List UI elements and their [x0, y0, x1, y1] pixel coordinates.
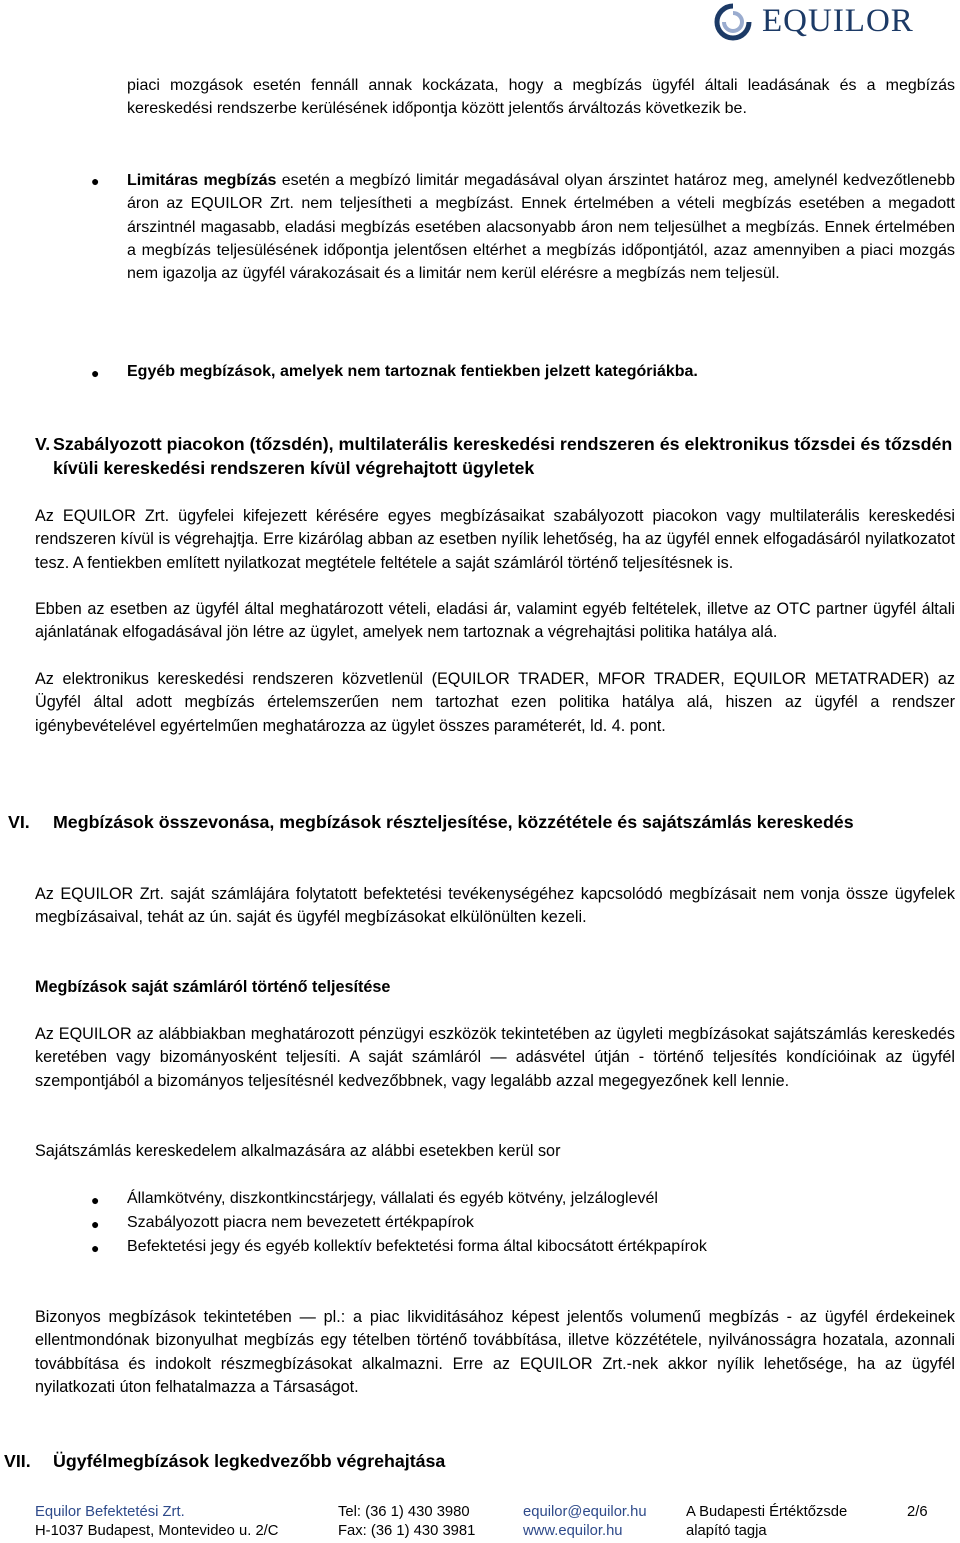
intro-paragraph: piaci mozgások esetén fennáll annak kockázata, hogy a megbízás ügyfél általi leadásának és a megbízás kereskedési rendszerbe kerülésének időpontja között jelentős árváltozás következik be.: [127, 77, 955, 118]
section-6-subheading: Megbízások saját számláról történő teljesítése: [35, 978, 391, 996]
section-5-paragraph-3: Az elektronikus kereskedési rendszeren közvetlenül (EQUILOR TRADER, MFOR TRADER, EQUILOR METATRADER) az Ügyfél által adott megbízás értelemszerűen nem tartozhat ezen politika hatálya alá, hiszen az ügyfél a rendszer igénybevételével egyértelműen meghatározza az ügylet összes paraméterét, ld. 4. pont.: [35, 670, 955, 735]
list-item: Befektetési jegy és egyéb kollektív befektetési forma által kibocsátott értékpapírok: [127, 1238, 707, 1255]
bullet-icon: ●: [91, 173, 100, 189]
section-7-title: Ügyfélmegbízások legkedvezőbb végrehajtása: [53, 1451, 446, 1471]
section-6-title: Megbízások összevonása, megbízások részteljesítése, közzététele és sajátszámlás kereskedés: [53, 812, 854, 832]
equilor-emblem-icon: [712, 2, 754, 42]
logo-text: EQUILOR: [762, 3, 914, 39]
section-6-paragraph-3: Sajátszámlás kereskedelem alkalmazására az alábbi esetekben kerül sor: [35, 1142, 561, 1160]
footer-company: Equilor Befektetési Zrt.: [35, 1504, 185, 1520]
bullet-icon: ●: [91, 365, 100, 381]
page-footer: [35, 1503, 935, 1543]
page-number: 2/6: [907, 1504, 928, 1520]
list-item: Szabályozott piacra nem bevezetett értékpapírok: [127, 1214, 474, 1231]
bullet-limit-text: esetén a megbízó limitár megadásával olyan árszintet határoz meg, amelynél kedvezőtlenebb áron az EQUILOR Zrt. nem teljesítheti a megbízást. Ennek értelmében a vételi megbízás esetében a megadott árszintnél magasabb, eladási megbízás esetében alacsonyabb áron nem teljesülhet a megbízás. Ennek értelmében a megbízás teljesülésének időpontja jelentősen eltérhet a megbízás időpontjától, azaz amennyiben a piaci mozgás nem igazolja az ügyfél várakozásait és a limitár nem kerül elérésre a megbízás nem teljesül.: [127, 172, 955, 283]
list-item: Államkötvény, diszkontkincstárjegy, vállalati és egyéb kötvény, jelzáloglevél: [127, 1190, 658, 1207]
footer-web-link[interactable]: www.equilor.hu: [523, 1523, 623, 1539]
footer-tel: Tel: (36 1) 430 3980: [338, 1504, 470, 1520]
section-6-paragraph-4: Bizonyos megbízások tekintetében — pl.: a piac likviditásához képest jelentős volumenű megbízás - az ügyfél érdekeinek ellentmondónak bizonyulhat megbízás egy tételben történő továbbítása, illetve közzététele, nyilvánosságra hozatala, azonnali továbbítása és indokolt részmegbízásokat alkalmazni. Erre az EQUILOR Zrt.-nek akkor nyílik lehetősége, ha az ügyfél nyilatkozati úton felhatalmazza a Társaságot.: [35, 1308, 955, 1397]
section-6-number: VI.: [8, 812, 30, 832]
equilor-logo: [712, 2, 960, 42]
bullet-other-orders: Egyéb megbízások, amelyek nem tartoznak fentiekben jelzett kategóriákba.: [127, 363, 698, 380]
bullet-icon: ●: [91, 1192, 100, 1208]
bullet-icon: ●: [91, 1216, 100, 1232]
section-6-paragraph-2: Az EQUILOR az alábbiakban meghatározott pénzügyi eszközök tekintetében az ügyleti megbízásokat sajátszámlás kereskedés keretében vagy bizományosként teljesíti. A saját számláról — adásvétel útján - történő teljesítés kondícióinak az ügyfél szempontjából a bizományos teljesítésnél kedvezőbbnek, vagy legalább azzal megegyezőnek kell lennie.: [35, 1025, 955, 1090]
section-5-paragraph-1: Az EQUILOR Zrt. ügyfelei kifejezett kérésére egyes megbízásaikat szabályozott piacokon vagy multilaterális kereskedési rendszeren kívül is végrehajtja. Erre kizárólag abban az esetben nyílik lehetőség, ha az ügyfél ennek elfogadásáról nyilatkozatot tesz. A fentiekben említett nyilatkozat megtétele feltétele a saját számláról történő teljesítésnek is.: [35, 507, 955, 572]
section-7-number: VII.: [4, 1451, 31, 1471]
footer-fax: Fax: (36 1) 430 3981: [338, 1523, 476, 1539]
section-5-paragraph-2: Ebben az esetben az ügyfél által meghatározott vételi, eladási ár, valamint egyéb feltételek, illetve az OTC partner ügyfél általi ajánlatának elfogadásával jön létre az ügylet, amelyek nem tartoznak a végrehajtási politika hatálya alá.: [35, 600, 955, 642]
section-5-title: Szabályozott piacokon (tőzsdén), multilaterális kereskedési rendszeren és elektronikus tőzsdei és tőzsdén kívüli kereskedési rendszeren kívül végrehajtott ügyletek: [53, 434, 953, 478]
bullet-limit-order: [127, 169, 955, 285]
footer-bse-line2: alapító tagja: [686, 1523, 767, 1539]
footer-address: H-1037 Budapest, Montevideo u. 2/C: [35, 1523, 279, 1539]
footer-email-link[interactable]: equilor@equilor.hu: [523, 1504, 647, 1520]
section-5-number: V.: [35, 434, 51, 454]
bullet-limit-lead: Limitáras megbízás: [127, 172, 277, 189]
bullet-icon: ●: [91, 1240, 100, 1256]
footer-bse-line1: A Budapesti Értéktőzsde: [686, 1504, 848, 1520]
section-6-paragraph-1: Az EQUILOR Zrt. saját számlájára folytatott befektetési tevékenységéhez kapcsolódó megbízásait nem vonja össze ügyfelek megbízásaival, tehát az ún. saját és ügyfél megbízásokat elkülönülten kezeli.: [35, 885, 955, 927]
